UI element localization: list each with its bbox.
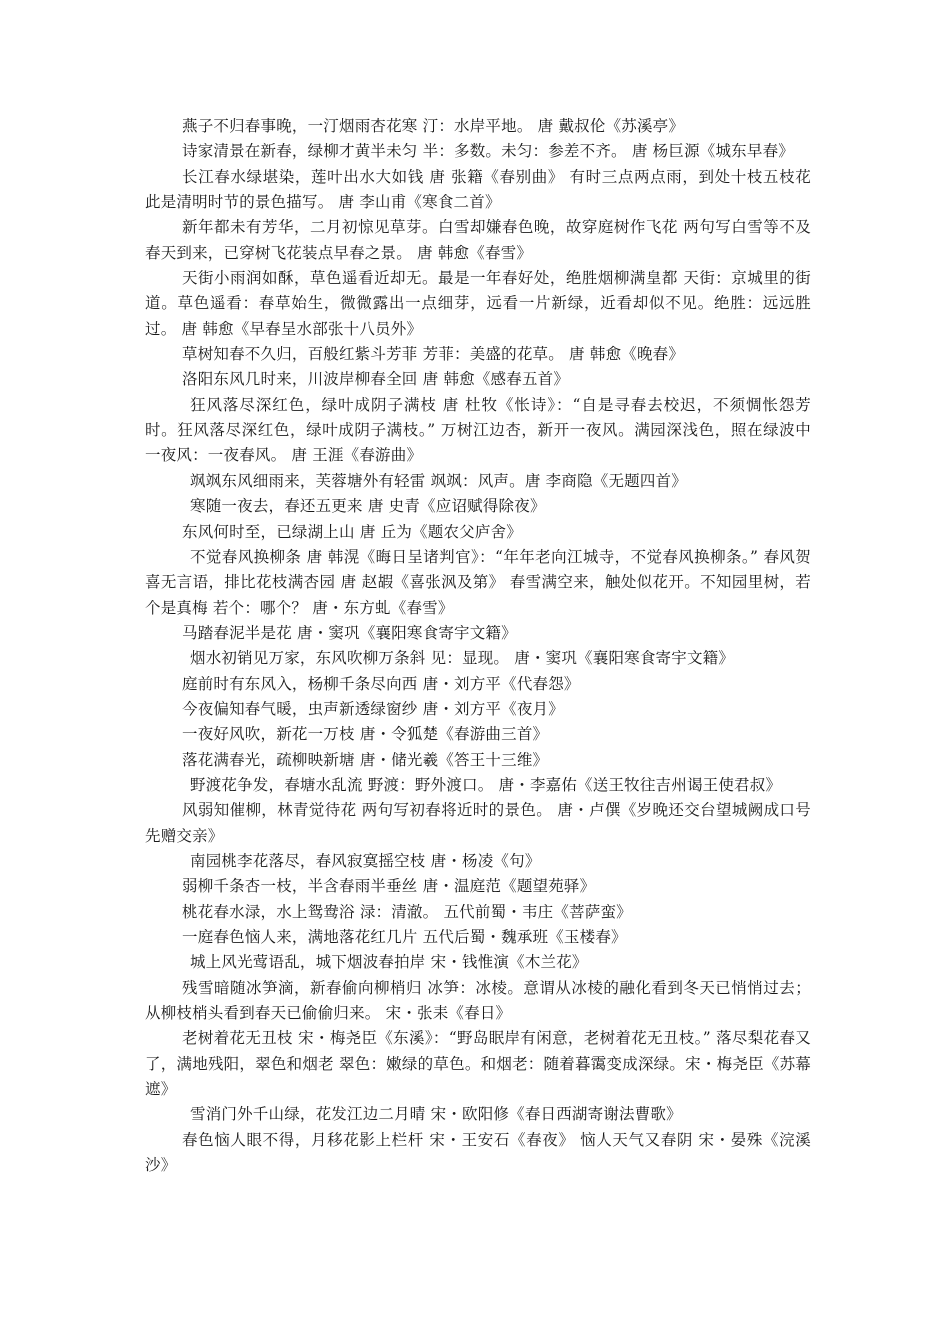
- text-paragraph: 烟水初销见万家，东风吹柳万条斜 见：显现。 唐・窦巩《襄阳寒食寄宇文籍》: [190, 649, 735, 668]
- text-paragraph: 风弱知催柳，林青觉待花 两句写初春将近时的景色。 唐・卢僎《岁晚还交台望城阙成口号先赠交亲》: [145, 801, 811, 845]
- text-paragraph: 弱柳千条杏一枝，半含春雨半垂丝 唐・温庭范《题望苑驿》: [182, 877, 596, 896]
- text-paragraph: 残雪暗随冰笋滴，新春偷向柳梢归 冰笋：冰棱。意谓从冰棱的融化看到冬天已悄悄过去；从柳枝梢头看到春天已偷偷归来。 宋・张耒《春日》: [145, 978, 811, 1023]
- text-paragraph: 狂风落尽深红色，绿叶成阴子满枝 唐 杜牧《怅诗》：“自是寻春去校迟，不须惆怅怨芳时。狂风落尽深红色，绿叶成阴子满枝。” 万树江边杏，新开一夜风。满园深浅色，照在绿波中 一夜风：一夜春风。 唐 王涯《春游曲》: [145, 395, 811, 465]
- text-paragraph: 不觉春风换柳条 唐 韩滉《晦日呈诸判官》：“年年老向江城寺，不觉春风换柳条。” 春风贺喜无言语，排比花枝满杏园 唐 赵嘏《喜张沨及第》 春雪满空来，触处似花开。不知园里树，若个是真梅 若个：哪个？ 唐・东方虬《春雪》: [145, 547, 811, 617]
- text-paragraph: 马踏春泥半是花 唐・窦巩《襄阳寒食寄宇文籍》: [182, 623, 517, 642]
- text-paragraph: 野渡花争发，春塘水乱流 野渡：野外渡口。 唐・李嘉佑《送王牧往吉州谒王使君叔》: [190, 775, 782, 794]
- text-paragraph: 长江春水绿堪染，莲叶出水大如钱 唐 张籍《春别曲》 有时三点两点雨，到处十枝五枝花 此是清明时节的景色描写。 唐 李山甫《寒食二首》: [145, 167, 811, 212]
- text-paragraph: 东风何时至，已绿湖上山 唐 丘为《题农父庐舍》: [182, 522, 522, 541]
- text-paragraph: 城上风光莺语乱，城下烟波春拍岸 宋・钱惟演《木兰花》: [190, 953, 588, 972]
- text-paragraph: 燕子不归春事晚，一汀烟雨杏花寒 汀：水岸平地。 唐 戴叔伦《苏溪亭》: [182, 117, 685, 135]
- text-paragraph: 天街小雨润如酥，草色遥看近却无。最是一年春好处，绝胜烟柳满皇都 天街：京城里的街道。草色遥看：春草始生，微微露出一点细芽，远看一片新绿，近看却似不见。绝胜：远远胜过。 唐 韩愈《早春呈水部张十八员外》: [145, 269, 811, 338]
- text-paragraph: 一夜好风吹，新花一万枝 唐・令狐楚《春游曲三首》: [182, 725, 549, 744]
- text-paragraph: 桃花春水渌，水上鸳鸯浴 渌：清澈。 五代前蜀・韦庄《菩萨蛮》: [182, 902, 632, 921]
- text-paragraph: 春色恼人眼不得，月移花影上栏杆 宋・王安石《春夜》 恼人天气又春阴 宋・晏殊《浣溪沙》: [145, 1130, 811, 1175]
- text-paragraph: 落花满春光，疏柳映新塘 唐・储光羲《答王十三维》: [182, 750, 549, 769]
- document-body: [145, 114, 811, 1178]
- text-paragraph: 一庭春色恼人来，满地落花红几片 五代后蜀・魏承班《玉楼春》: [182, 928, 627, 946]
- text-paragraph: 诗家清景在新春，绿柳才黄半未匀 半：多数。未匀：参差不齐。 唐 杨巨源《城东早春》: [182, 142, 794, 161]
- text-paragraph: 庭前时有东风入，杨柳千条尽向西 唐・刘方平《代春怨》: [182, 674, 580, 693]
- text-paragraph: 雪消门外千山绿，花发江边二月晴 宋・欧阳修《春日西湖寄谢法曹歌》: [190, 1105, 682, 1124]
- text-paragraph: 飒飒东风细雨来，芙蓉塘外有轻雷 飒飒：风声。唐 李商隐《无题四首》: [190, 471, 687, 490]
- text-paragraph: 新年都未有芳华，二月初惊见草芽。白雪却嫌春色晚，故穿庭树作飞花 两句写白雪等不及春天到来，已穿树飞花装点早春之景。 唐 韩愈《春雪》: [145, 218, 811, 262]
- text-paragraph: 老树着花无丑枝 宋・梅尧臣《东溪》：“野岛眠岸有闲意，老树着花无丑枝。” 落尽梨花春又了，满地残阳，翠色和烟老 翠色：嫩绿的草色。和烟老：随着暮霭变成深绿。宋・梅尧臣《苏幕遮》: [145, 1029, 811, 1099]
- text-paragraph: 南园桃李花落尽，春风寂寞摇空枝 唐・杨凌《句》: [190, 851, 541, 870]
- text-paragraph: 草树知春不久归，百般红紫斗芳菲 芳菲：美盛的花草。 唐 韩愈《晚春》: [182, 345, 685, 364]
- text-paragraph: 洛阳东风几时来，川波岸柳春全回 唐 韩愈《感春五首》: [182, 370, 570, 389]
- text-paragraph: 寒随一夜去，春还五更来 唐 史青《应诏赋得除夜》: [190, 497, 546, 516]
- text-paragraph: 今夜偏知春气暖，虫声新透绿窗纱 唐・刘方平《夜月》: [182, 699, 564, 718]
